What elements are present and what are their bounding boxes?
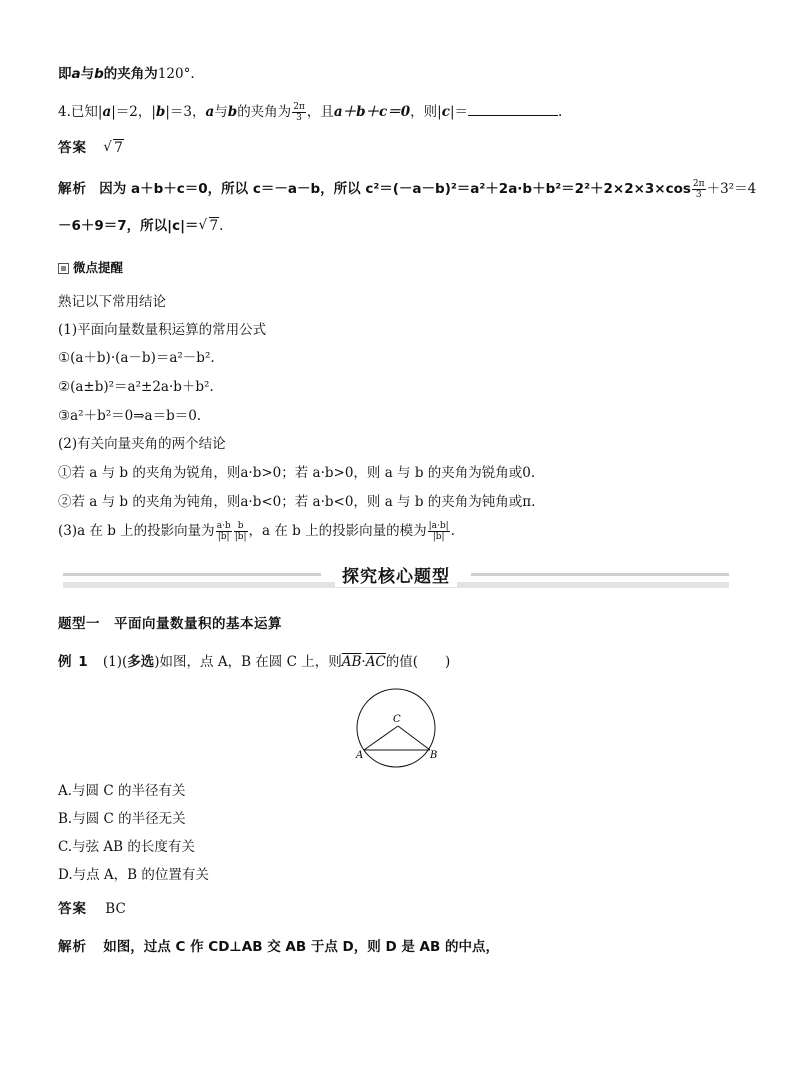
fraction-b-over-b [234,521,248,542]
option-a: A.与圆 C 的半径有关 [58,783,186,799]
formula-1: ①(a＋b)·(a－b)＝a²－b². [58,350,215,366]
vector-ab: $\overline{AB}$ [341,654,362,670]
option-c: C.与弦 AB 的长度有关 [58,839,195,855]
answer-blank [468,103,558,116]
denominator: |b| [217,532,230,542]
text: 的夹角为 [237,104,292,120]
label-b: B [430,750,438,761]
angle-value: 120°. [157,66,195,82]
text: 已知| [70,104,103,120]
divider [63,573,321,576]
question-type-title: 题型一 平面向量数量积的基本运算 [58,616,282,632]
text: . [219,218,224,234]
numerator: |a·b| [428,521,449,531]
fraction-abs-ab-over-b [428,521,450,542]
numerator: 2π [293,102,305,112]
vector-equation: a＋b＋c＝0 [333,104,411,120]
question-4 [58,100,562,123]
tip-heading-2: (2)有关向量夹角的两个结论 [58,436,226,452]
vector-b: b [94,66,104,82]
denominator: 3 [695,190,702,200]
text: . [450,523,455,539]
angle-conclusion-line [58,62,195,82]
tip-heading [58,258,123,276]
sqrt-7 [199,218,220,234]
circle-figure [352,688,442,768]
formula-3: ③a²＋b²＝0⇒a＝b＝0. [58,408,202,424]
vector-a: a [102,104,112,120]
solution-4-line-1 [58,177,756,200]
text: . [558,104,563,120]
solution-label: 解析 [58,939,87,955]
vector-a: a [205,104,215,120]
conclusion-1: ①若 a 与 b 的夹角为锐角，则a·b>0；若 a·b>0，则 a 与 b 的夹角为锐角或0. [58,465,536,481]
answer-label: 答案 [58,140,87,156]
tip-icon [58,263,69,274]
text: 的值( ) [385,654,451,670]
segment-ac [364,726,398,750]
answer-value [103,140,124,156]
solution-example-1 [58,935,499,955]
solution-4-line-2 [58,214,223,234]
tip-heading-1: (1)平面向量数量积运算的常用公式 [58,322,267,338]
example-label: 例 1 [58,654,89,670]
numerator: a·b [216,521,231,531]
answer-example-1 [58,897,126,917]
example-1 [58,650,450,670]
dot-operator: · [361,654,366,670]
option-b: B.与圆 C 的半径无关 [58,811,186,827]
vector-b: b [155,104,166,120]
vector-ac: $\overline{AC}$ [365,654,386,670]
section-title: 探究核心题型 [335,562,457,587]
solution-text: 因为 a＋b＋c＝0，所以 c＝－a－b，所以 c²＝(－a－b)²＝a²＋2a·b＋b²＝2²＋2×2×3×cos [99,181,691,197]
text: (3)a 在 b 上的投影向量为 [58,523,215,539]
vector-c: c [441,104,450,120]
text: ，则| [410,104,442,120]
text: |＝ [449,104,469,120]
section-header [63,566,729,588]
answer-value: BC [105,901,126,917]
fraction-2pi-3 [292,102,306,123]
fraction-2pi-3 [692,179,706,200]
answer-label: 答案 [58,901,87,917]
text: 与 [80,66,95,82]
text: (1)( [102,654,128,670]
label-a: A [356,750,364,761]
numerator: b [234,521,248,532]
numerator: 2π [692,179,705,189]
multi-select-tag: 多选 [127,654,155,670]
divider [471,573,729,576]
circle-diagram [352,688,442,768]
tip-title: 微点提醒 [73,260,124,275]
answer-4 [58,136,124,156]
formula-2: ②(a±b)²＝a²±2a·b＋b². [58,379,214,395]
text: 即 [58,66,72,82]
text: 与 [214,104,228,120]
text: 的夹角为 [103,66,158,82]
solution-text: 如图，过点 C 作 CD⊥AB 交 AB 于点 D，则 D 是 AB 的中点， [103,939,499,955]
text: ，a 在 b 上的投影向量的模为 [248,523,427,539]
segment-bc [398,726,430,750]
denominator: |b| [234,532,247,542]
conclusion-2: ②若 a 与 b 的夹角为钝角，则a·b<0；若 a·b<0，则 a 与 b 的夹角为钝角或π. [58,494,536,510]
sqrt-radicand: 7 [114,140,123,156]
tip-heading-3 [58,519,455,542]
solution-label: 解析 [58,181,87,197]
solution-text: ＋3²＝4 [706,181,757,197]
denominator: 3 [296,113,302,123]
option-d: D.与点 A，B 的位置有关 [58,867,209,883]
text: )如图，点 A，B 在圆 C 上，则 [154,654,342,670]
text: ，且 [306,104,334,120]
label-c: C [393,714,401,725]
sqrt-radicand: 7 [209,218,219,234]
solution-text: －6＋9＝7，所以|c|＝ [58,218,199,234]
text: |＝3， [165,104,206,120]
question-number: 4. [58,104,71,120]
fraction-ab-over-b [216,521,232,542]
text: |＝2，| [111,104,156,120]
denominator: |b| [432,532,445,542]
tip-intro: 熟记以下常用结论 [58,294,166,310]
vector-b: b [227,104,238,120]
vector-a: a [71,66,81,82]
